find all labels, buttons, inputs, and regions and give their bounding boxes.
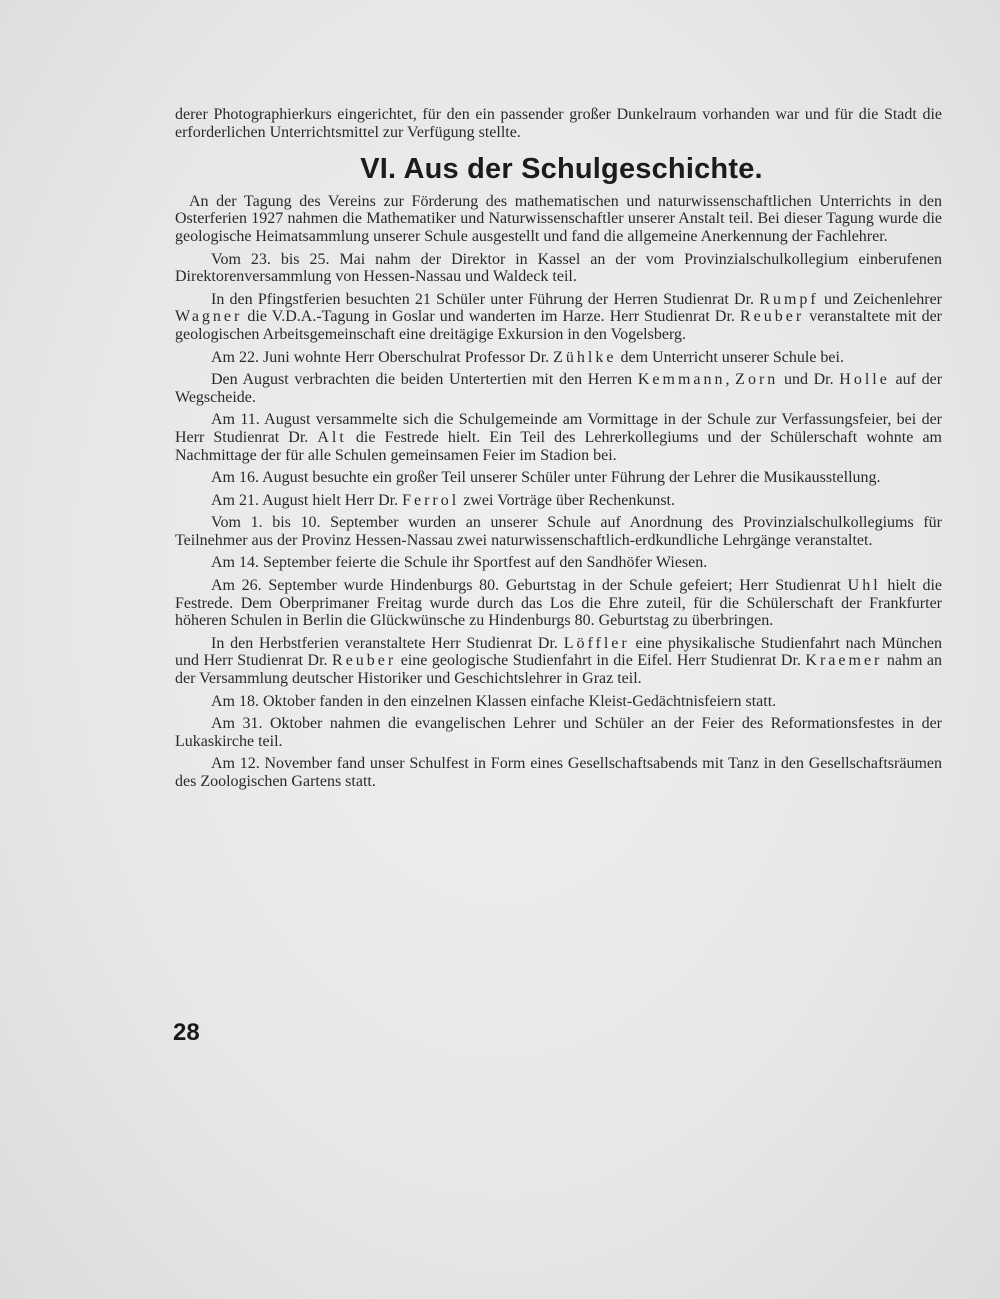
text-run: Am 26. September wurde Hindenburgs 80. Geburtstag in der Schule gefeiert; Herr Studienrat [211, 577, 848, 595]
paragraph-pfingstferien [175, 291, 942, 344]
name-loeffler: Löffler [563, 634, 630, 652]
name-reuber: Reuber [739, 308, 805, 326]
paragraph-lehrgaenge: Vom 1. bis 10. September wurden an unserer Schule auf Anordnung des Provinzialschulkollegiums für Teilnehmer aus der Provinz Hessen-Nassau zwei naturwissenschaftlich-erdkundliche Lehrgänge veranstaltet. [175, 514, 942, 549]
paragraph-august-wegscheide [175, 371, 942, 406]
text-run: Am 11. August versammelte sich die Schulgemeinde am Vormittage in der Schule zur Verfassungsfeier, bei der Herr Studienrat Dr. [175, 411, 942, 446]
paragraph-hindenburg [175, 577, 942, 630]
paragraph-musikausstellung: Am 16. August besuchte ein großer Teil unserer Schüler unter Führung der Lehrer die Musikausstellung. [211, 469, 881, 487]
paragraph-tagung: An der Tagung des Vereins zur Förderung des mathematischen und naturwissenschaftlichen Unterrichts in den Osterferien 1927 nahmen die Mathematiker und Naturwissenschaftler unserer Anstalt teil. Bei dieser Tagung wurde die geologische Heimatsammlung unserer Schule ausgestellt und fand die allgemeine Anerkennung der Fachlehrer. [175, 192, 942, 245]
text-run: und Zeichenlehrer [818, 290, 943, 308]
text-run: eine physikalische Studienfahrt nach München und Herr Studienrat Dr. [175, 634, 943, 670]
text-run: Am 22. Juni wohnte Herr Oberschulrat Professor Dr. [211, 348, 554, 366]
name-kraemer: Kraemer [805, 652, 883, 670]
name-wagner: Wagner [175, 308, 243, 326]
paragraph-juni [175, 349, 942, 367]
paragraph-sportfest: Am 14. September feierte die Schule ihr Sportfest auf den Sandhöfer Wiesen. [211, 554, 708, 572]
name-alt: Alt [317, 428, 347, 446]
name-ferrol: Ferrol [402, 491, 460, 509]
paragraph-mai: Vom 23. bis 25. Mai nahm der Direktor in Kassel an der vom Provinzialschulkollegium einberufenen Direktorenversammlung von Hessen-Nassau und Waldeck teil. [175, 250, 942, 286]
paragraph-kleist: Am 18. Oktober fanden in den einzelnen Klassen einfache Kleist-Gedächtnisfeiern statt. [211, 692, 777, 710]
text-run: , [725, 371, 736, 389]
text-run: eine geologische Studienfahrt in die Eifel. Herr Studienrat Dr. [396, 652, 806, 670]
text-run: Den August verbrachten die beiden Untertertien mit den Herren [211, 371, 638, 389]
text-run: die V.D.A.-Tagung in Goslar und wanderten im Harze. Herr Studienrat Dr. [242, 308, 740, 326]
text-run: dem Unterricht unserer Schule bei. [616, 348, 844, 366]
name-zuehlke: Zühlke [553, 348, 617, 366]
page-number: 28 [173, 1019, 200, 1046]
text-run: auf der Wegscheide. [175, 371, 943, 406]
name-zorn: Zorn [735, 371, 779, 389]
name-kemmann: Kemmann [637, 371, 726, 389]
text-run: In den Pfingstferien besuchten 21 Schüler unter Führung der Herren Studienrat Dr. [211, 290, 760, 308]
intro-paragraph: derer Photographierkurs eingerichtet, für den ein passender großer Dunkelraum vorhanden war und für die Stadt die erforderlichen Unterrichtsmittel zur Verfügung stellte. [175, 106, 942, 141]
name-holle: Holle [839, 371, 890, 389]
name-rumpf: Rumpf [759, 290, 819, 308]
text-run: die Festrede hielt. Ein Teil des Lehrerkollegiums und der Schülerschaft wohnte am Nachmittage der für alle Schulen gemeinsamen Feier im Stadion bei. [175, 428, 942, 464]
name-reuber: Reuber [332, 652, 397, 670]
paragraph-rechenkunst [175, 492, 942, 510]
text-run: In den Herbstferien veranstaltete Herr Studienrat Dr. [211, 634, 564, 652]
text-run: nahm an der Versammlung deutscher Historiker und Geschichtslehrer in Graz teil. [175, 652, 943, 688]
text-column [175, 106, 942, 796]
paragraph-reformationsfest: Am 31. Oktober nahmen die evangelischen Lehrer und Schüler an der Feier des Reformationsfestes in der Lukaskirche teil. [175, 715, 942, 750]
paragraph-verfassungsfeier [175, 411, 942, 464]
paragraph-schulfest: Am 12. November fand unser Schulfest in Form eines Gesellschaftsabends mit Tanz in den Gesellschaftsräumen des Zoologischen Gartens statt. [175, 755, 942, 790]
text-run: und Dr. [778, 371, 840, 389]
text-run: Am 21. August hielt Herr Dr. [211, 491, 403, 509]
text-run: hielt die Festrede. Dem Oberprimaner Freitag wurde durch das Los die Ehre zuteil, für die Schülerschaft der Frankfurter höheren Schulen in Berlin die Glückwünsche zu Hindenburgs 80. Geburtstag zu überbringen. [175, 577, 943, 630]
text-run: veranstaltete mit der geologischen Arbeitsgemeinschaft eine dreitägige Exkursion in den Vogelsberg. [175, 308, 942, 343]
name-uhl: Uhl [847, 577, 881, 595]
section-heading: VI. Aus der Schulgeschichte. [360, 153, 763, 186]
paragraph-herbstferien [175, 635, 942, 688]
text-run: zwei Vorträge über Rechenkunst. [459, 491, 675, 509]
